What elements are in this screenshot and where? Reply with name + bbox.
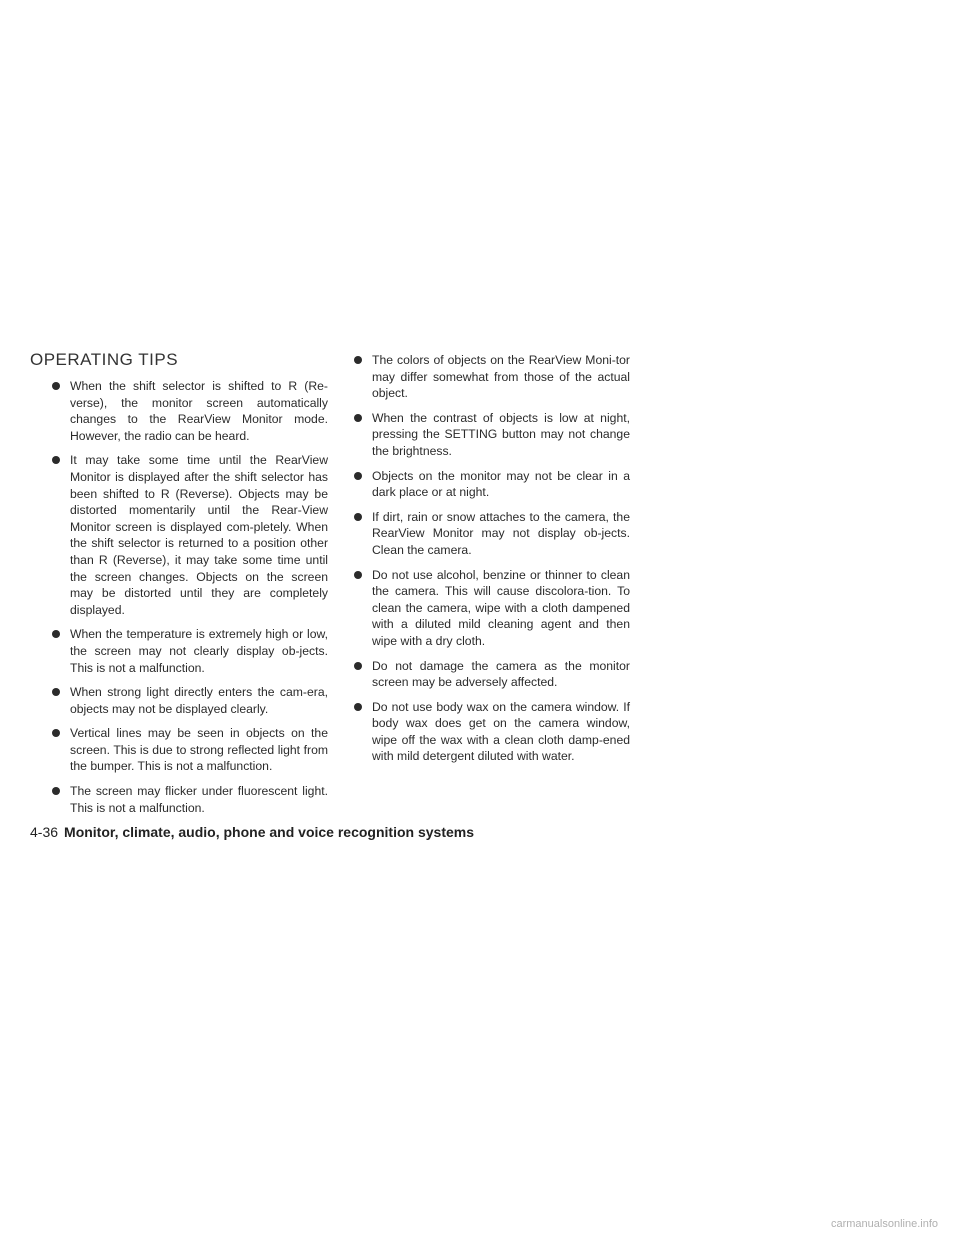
list-item-text: It may take some time until the RearView Monitor is displayed after the shift selector has been shifted to R (Reverse). Objects may be distorted momentarily until the Rear-View Monitor screen is displayed com-pletely. When the shift selector is returned to a position other than R (Reverse), it may take some time until the screen changes. Objects on the screen may be distorted until they are completely displayed.: [70, 453, 328, 617]
right-column: [350, 352, 630, 773]
page-footer: [30, 824, 474, 840]
bullet-icon: [52, 382, 60, 390]
bullet-icon: [354, 703, 362, 711]
list-item-text: Objects on the monitor may not be clear in a dark place or at night.: [372, 468, 630, 500]
bullet-icon: [52, 456, 60, 464]
list-item-text: Vertical lines may be seen in objects on the screen. This is due to strong reflected light from the bumper. This is not a malfunction.: [70, 726, 328, 774]
bullet-icon: [354, 513, 362, 521]
list-item-text: When strong light directly enters the cam-era, objects may not be displayed clearly.: [70, 685, 328, 716]
bullet-icon: [52, 787, 60, 795]
list-item: [48, 725, 328, 775]
list-item-text: Do not damage the camera as the monitor screen may be adversely affected.: [372, 658, 630, 690]
list-item: [48, 783, 328, 816]
list-item: [350, 567, 630, 650]
bullet-icon: [354, 356, 362, 364]
list-item-text: When the temperature is extremely high or low, the screen may not clearly display ob-jects. This is not a malfunction.: [70, 627, 328, 675]
list-item: [350, 658, 630, 691]
list-item: [48, 452, 328, 618]
list-item: [48, 378, 328, 444]
list-item-text: The colors of objects on the RearView Moni-tor may differ somewhat from those of the actual object.: [372, 353, 630, 401]
bullet-icon: [354, 414, 362, 422]
bullet-icon: [52, 630, 60, 638]
watermark: carmanualsonline.info: [830, 1218, 938, 1230]
list-item: [350, 352, 630, 402]
bullet-icon: [354, 662, 362, 670]
list-item: [48, 684, 328, 717]
list-item-text: When the shift selector is shifted to R (Re-verse), the monitor screen automatically changes to the RearView Monitor mode. However, the radio can be heard.: [70, 379, 328, 443]
right-bullet-list: [350, 352, 630, 765]
left-column: [48, 378, 328, 824]
chapter-title: Monitor, climate, audio, phone and voice recognition systems: [64, 824, 474, 840]
left-bullet-list: [48, 378, 328, 816]
list-item-text: Do not use alcohol, benzine or thinner to clean the camera. This will cause discolora-tion. To clean the camera, wipe with a cloth dampened with a diluted mild cleaning agent and then wipe with a dry cloth.: [372, 567, 630, 648]
list-item: [48, 626, 328, 676]
section-title: OPERATING TIPS: [30, 350, 179, 369]
list-item-text: If dirt, rain or snow attaches to the camera, the RearView Monitor may not display ob-jects. Clean the camera.: [372, 509, 630, 557]
list-item-text: The screen may flicker under fluorescent light. This is not a malfunction.: [70, 784, 328, 815]
bullet-icon: [354, 571, 362, 579]
list-item-text: When the contrast of objects is low at night, pressing the SETTING button may not change the brightness.: [372, 410, 630, 458]
bullet-icon: [52, 688, 60, 696]
list-item-text: Do not use body wax on the camera window. If body wax does get on the camera window, wipe off the wax with a clean cloth damp-ened with mild detergent diluted with water.: [372, 699, 630, 764]
page-number: 4-36: [30, 824, 59, 840]
bullet-icon: [52, 729, 60, 737]
bullet-icon: [354, 472, 362, 480]
list-item: [350, 468, 630, 501]
list-item: [350, 699, 630, 765]
list-item: [350, 509, 630, 559]
list-item: [350, 410, 630, 460]
